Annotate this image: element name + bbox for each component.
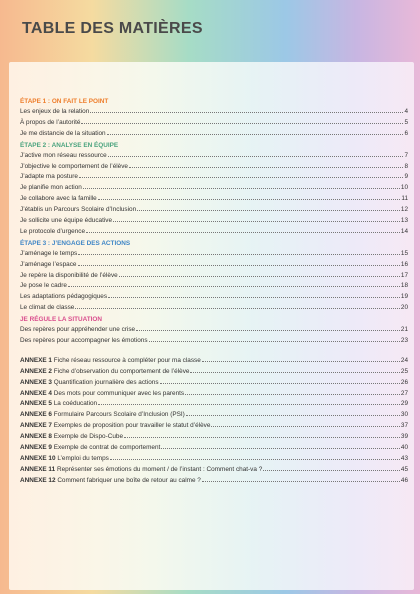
toc-entry[interactable] xyxy=(20,227,408,238)
toc-entry-label: J’adapte ma posture xyxy=(20,173,78,181)
toc-entry-page: 13 xyxy=(400,217,408,225)
toc-entry-label: Je sollicite une équipe éducative xyxy=(20,217,113,225)
toc-entry-page: 18 xyxy=(400,282,408,290)
toc-entry[interactable] xyxy=(20,151,408,162)
annex-number: ANNEXE 2 xyxy=(20,367,52,375)
dot-leader xyxy=(119,275,400,277)
toc-entry-label: Le climat de classe xyxy=(20,304,75,312)
annex-entry-page: 27 xyxy=(400,389,408,397)
toc-entry[interactable] xyxy=(20,281,408,292)
annex-entry[interactable] xyxy=(20,356,408,367)
dot-leader xyxy=(83,187,400,189)
dot-leader xyxy=(190,371,399,373)
dot-leader xyxy=(98,198,401,200)
toc-entry-label: Je collabore avec la famille xyxy=(20,195,97,203)
spacer xyxy=(20,347,408,356)
toc-entry-page: 19 xyxy=(400,293,408,301)
toc-entry-page: 17 xyxy=(400,271,408,279)
toc-entry-label: À propos de l’autorité xyxy=(20,118,81,126)
annex-entry[interactable] xyxy=(20,389,408,400)
annex-entry-label xyxy=(20,454,109,465)
dot-leader xyxy=(110,458,400,460)
annex-number: ANNEXE 3 xyxy=(20,378,52,386)
annex-title: Exemple de Dispo-Cube xyxy=(53,433,124,441)
dot-leader xyxy=(90,111,403,113)
table-of-contents xyxy=(20,96,408,487)
dot-leader xyxy=(98,403,400,405)
annex-entry-label xyxy=(20,432,123,443)
annex-entry[interactable] xyxy=(20,410,408,421)
toc-entry-page: 6 xyxy=(404,129,408,137)
toc-entry-page: 20 xyxy=(400,304,408,312)
annex-entry-label xyxy=(20,443,160,454)
annex-entry-page: 24 xyxy=(400,356,408,364)
toc-entry-label: Des repères pour accompagner les émotions xyxy=(20,337,148,345)
annex-entry-label xyxy=(20,421,210,432)
toc-entry[interactable] xyxy=(20,118,408,129)
annex-title: Formulaire Parcours Scolaire d’Inclusion (PSI) xyxy=(53,411,185,419)
dot-leader xyxy=(263,469,400,471)
toc-entry-label: Le protocole d’urgence xyxy=(20,227,86,235)
dot-leader xyxy=(107,133,404,135)
section-title: JE RÉGULE LA SITUATION xyxy=(20,316,103,324)
toc-entry[interactable] xyxy=(20,205,408,216)
toc-entry-page: 15 xyxy=(400,249,408,257)
dot-leader xyxy=(211,425,399,427)
annex-entry-page: 25 xyxy=(400,367,408,375)
toc-entry-page: 4 xyxy=(404,108,408,115)
annex-entry[interactable] xyxy=(20,454,408,465)
toc-entry-label: Des repères pour appréhender une crise xyxy=(20,326,136,334)
toc-entry-label: Je repère la disponibilité de l’élève xyxy=(20,271,118,279)
annex-entry-page: 29 xyxy=(400,400,408,408)
dot-leader xyxy=(161,447,400,449)
toc-entry-label: Je me distancie de la situation xyxy=(20,129,106,137)
annex-entry-label xyxy=(20,410,185,421)
section-title: ÉTAPE 2 : ANALYSE EN ÉQUIPE xyxy=(20,141,119,149)
annex-number: ANNEXE 4 xyxy=(20,389,52,397)
dot-leader xyxy=(78,264,400,266)
annex-entry-label xyxy=(20,399,97,410)
toc-entry-label: J’active mon réseau ressource xyxy=(20,151,107,159)
toc-entry-page: 21 xyxy=(400,326,408,334)
dot-leader xyxy=(108,296,400,298)
annex-number: ANNEXE 6 xyxy=(20,411,52,419)
section-title: ÉTAPE 3 : J’ENGAGE DES ACTIONS xyxy=(20,239,131,247)
annex-number: ANNEXE 7 xyxy=(20,422,52,430)
annex-number: ANNEXE 11 xyxy=(20,465,56,473)
dot-leader xyxy=(78,253,400,255)
annex-entry-page: 45 xyxy=(400,465,408,473)
annex-entry-page: 40 xyxy=(400,444,408,452)
annex-title: Quantification journalière des actions xyxy=(53,378,159,386)
dot-leader xyxy=(202,480,400,482)
toc-entry-page: 10 xyxy=(400,184,408,192)
annex-entry-page: 39 xyxy=(400,433,408,441)
toc-entry-page: 12 xyxy=(400,206,408,214)
annex-title: Fiche réseau ressource à compléter pour ma classe xyxy=(53,356,201,364)
toc-entry-page: 9 xyxy=(404,173,408,181)
toc-entry-page: 8 xyxy=(404,162,408,170)
dot-leader xyxy=(108,155,404,157)
toc-entry-label: J’objective le comportement de l’élève xyxy=(20,162,128,170)
dot-leader xyxy=(129,166,403,168)
dot-leader xyxy=(68,285,400,287)
toc-entry-page: 16 xyxy=(400,260,408,268)
page-title: TABLE DES MATIÈRES xyxy=(22,20,203,37)
toc-entry[interactable] xyxy=(20,292,408,303)
annex-entry-page: 46 xyxy=(400,476,408,484)
annex-number: ANNEXE 5 xyxy=(20,400,52,408)
toc-entry-page: 14 xyxy=(400,227,408,235)
annex-title: Représenter ses émotions du moment / de l’instant : Comment chat-va ? xyxy=(56,465,263,473)
annex-entry-page: 30 xyxy=(400,411,408,419)
toc-entry-label: Je planifie mon action xyxy=(20,184,82,192)
annex-entry[interactable] xyxy=(20,399,408,410)
toc-entry-label: Je pose le cadre xyxy=(20,282,67,290)
dot-leader xyxy=(137,209,400,211)
annex-entry[interactable] xyxy=(20,465,408,476)
annex-number: ANNEXE 10 xyxy=(20,454,56,462)
toc-entry[interactable] xyxy=(20,129,408,140)
dot-leader xyxy=(75,307,400,309)
annex-entry-label xyxy=(20,389,184,400)
toc-entry[interactable] xyxy=(20,303,408,314)
annex-title: Comment fabriquer une boîte de retour au calme ? xyxy=(57,476,201,484)
dot-leader xyxy=(86,231,400,233)
toc-entry[interactable] xyxy=(20,216,408,227)
toc-entry[interactable] xyxy=(20,162,408,173)
annex-entry-label xyxy=(20,378,159,389)
dot-leader xyxy=(79,176,404,178)
toc-entry-label: J’établis un Parcours Scolaire d’Inclusion xyxy=(20,206,137,214)
dot-leader xyxy=(186,414,400,416)
toc-entry-label: Les adaptations pédagogiques xyxy=(20,293,108,301)
annex-entry-label xyxy=(20,465,262,476)
annex-entry-page: 37 xyxy=(400,422,408,430)
section-title: ÉTAPE 1 : ON FAIT LE POINT xyxy=(20,98,109,105)
annex-entry-label xyxy=(20,367,189,378)
annex-title: Fiche d’observation du comportement de l’élève xyxy=(53,367,190,375)
annex-entry[interactable] xyxy=(20,367,408,378)
annex-title: La coéducation xyxy=(53,400,98,408)
toc-entry-label: J’aménage le temps xyxy=(20,249,78,257)
dot-leader xyxy=(124,436,400,438)
annex-title: Exemple de contrat de comportement xyxy=(53,444,161,452)
annex-entry-label xyxy=(20,356,201,367)
toc-entry[interactable] xyxy=(20,183,408,194)
toc-entry[interactable] xyxy=(20,336,408,347)
annex-number: ANNEXE 12 xyxy=(20,476,56,484)
annex-entry[interactable] xyxy=(20,476,408,487)
toc-entry-page: 23 xyxy=(400,337,408,345)
annex-number: ANNEXE 9 xyxy=(20,444,52,452)
annex-entry-page: 43 xyxy=(400,454,408,462)
dot-leader xyxy=(202,360,400,362)
dot-leader xyxy=(160,382,400,384)
dot-leader xyxy=(149,340,400,342)
toc-entry-page: 7 xyxy=(404,151,408,159)
dot-leader xyxy=(136,329,400,331)
annex-number: ANNEXE 8 xyxy=(20,433,52,441)
toc-entry[interactable] xyxy=(20,194,408,205)
toc-entry[interactable] xyxy=(20,107,408,118)
toc-entry[interactable] xyxy=(20,325,408,336)
toc-entry[interactable] xyxy=(20,172,408,183)
annex-title: Des mots pour communiquer avec les parents xyxy=(53,389,185,397)
annex-entry-label xyxy=(20,476,201,487)
annex-entry-page: 26 xyxy=(400,378,408,386)
dot-leader xyxy=(81,122,403,124)
annex-number: ANNEXE 1 xyxy=(20,356,52,364)
dot-leader xyxy=(185,393,400,395)
dot-leader xyxy=(113,220,400,222)
toc-entry-label: Les enjeux de la relation xyxy=(20,108,90,115)
toc-entry[interactable] xyxy=(20,260,408,271)
annex-entry[interactable] xyxy=(20,378,408,389)
annex-entry[interactable] xyxy=(20,443,408,454)
annex-title: Exemples de proposition pour travailler le statut d’élève xyxy=(53,422,211,430)
toc-entry[interactable] xyxy=(20,249,408,260)
toc-entry[interactable] xyxy=(20,271,408,282)
annex-title: L’emploi du temps xyxy=(57,454,109,462)
toc-entry-page: 5 xyxy=(404,118,408,126)
annex-entry[interactable] xyxy=(20,432,408,443)
toc-entry-label: J’aménage l’espace xyxy=(20,260,77,268)
toc-entry-page: 11 xyxy=(401,195,408,203)
annex-entry[interactable] xyxy=(20,421,408,432)
